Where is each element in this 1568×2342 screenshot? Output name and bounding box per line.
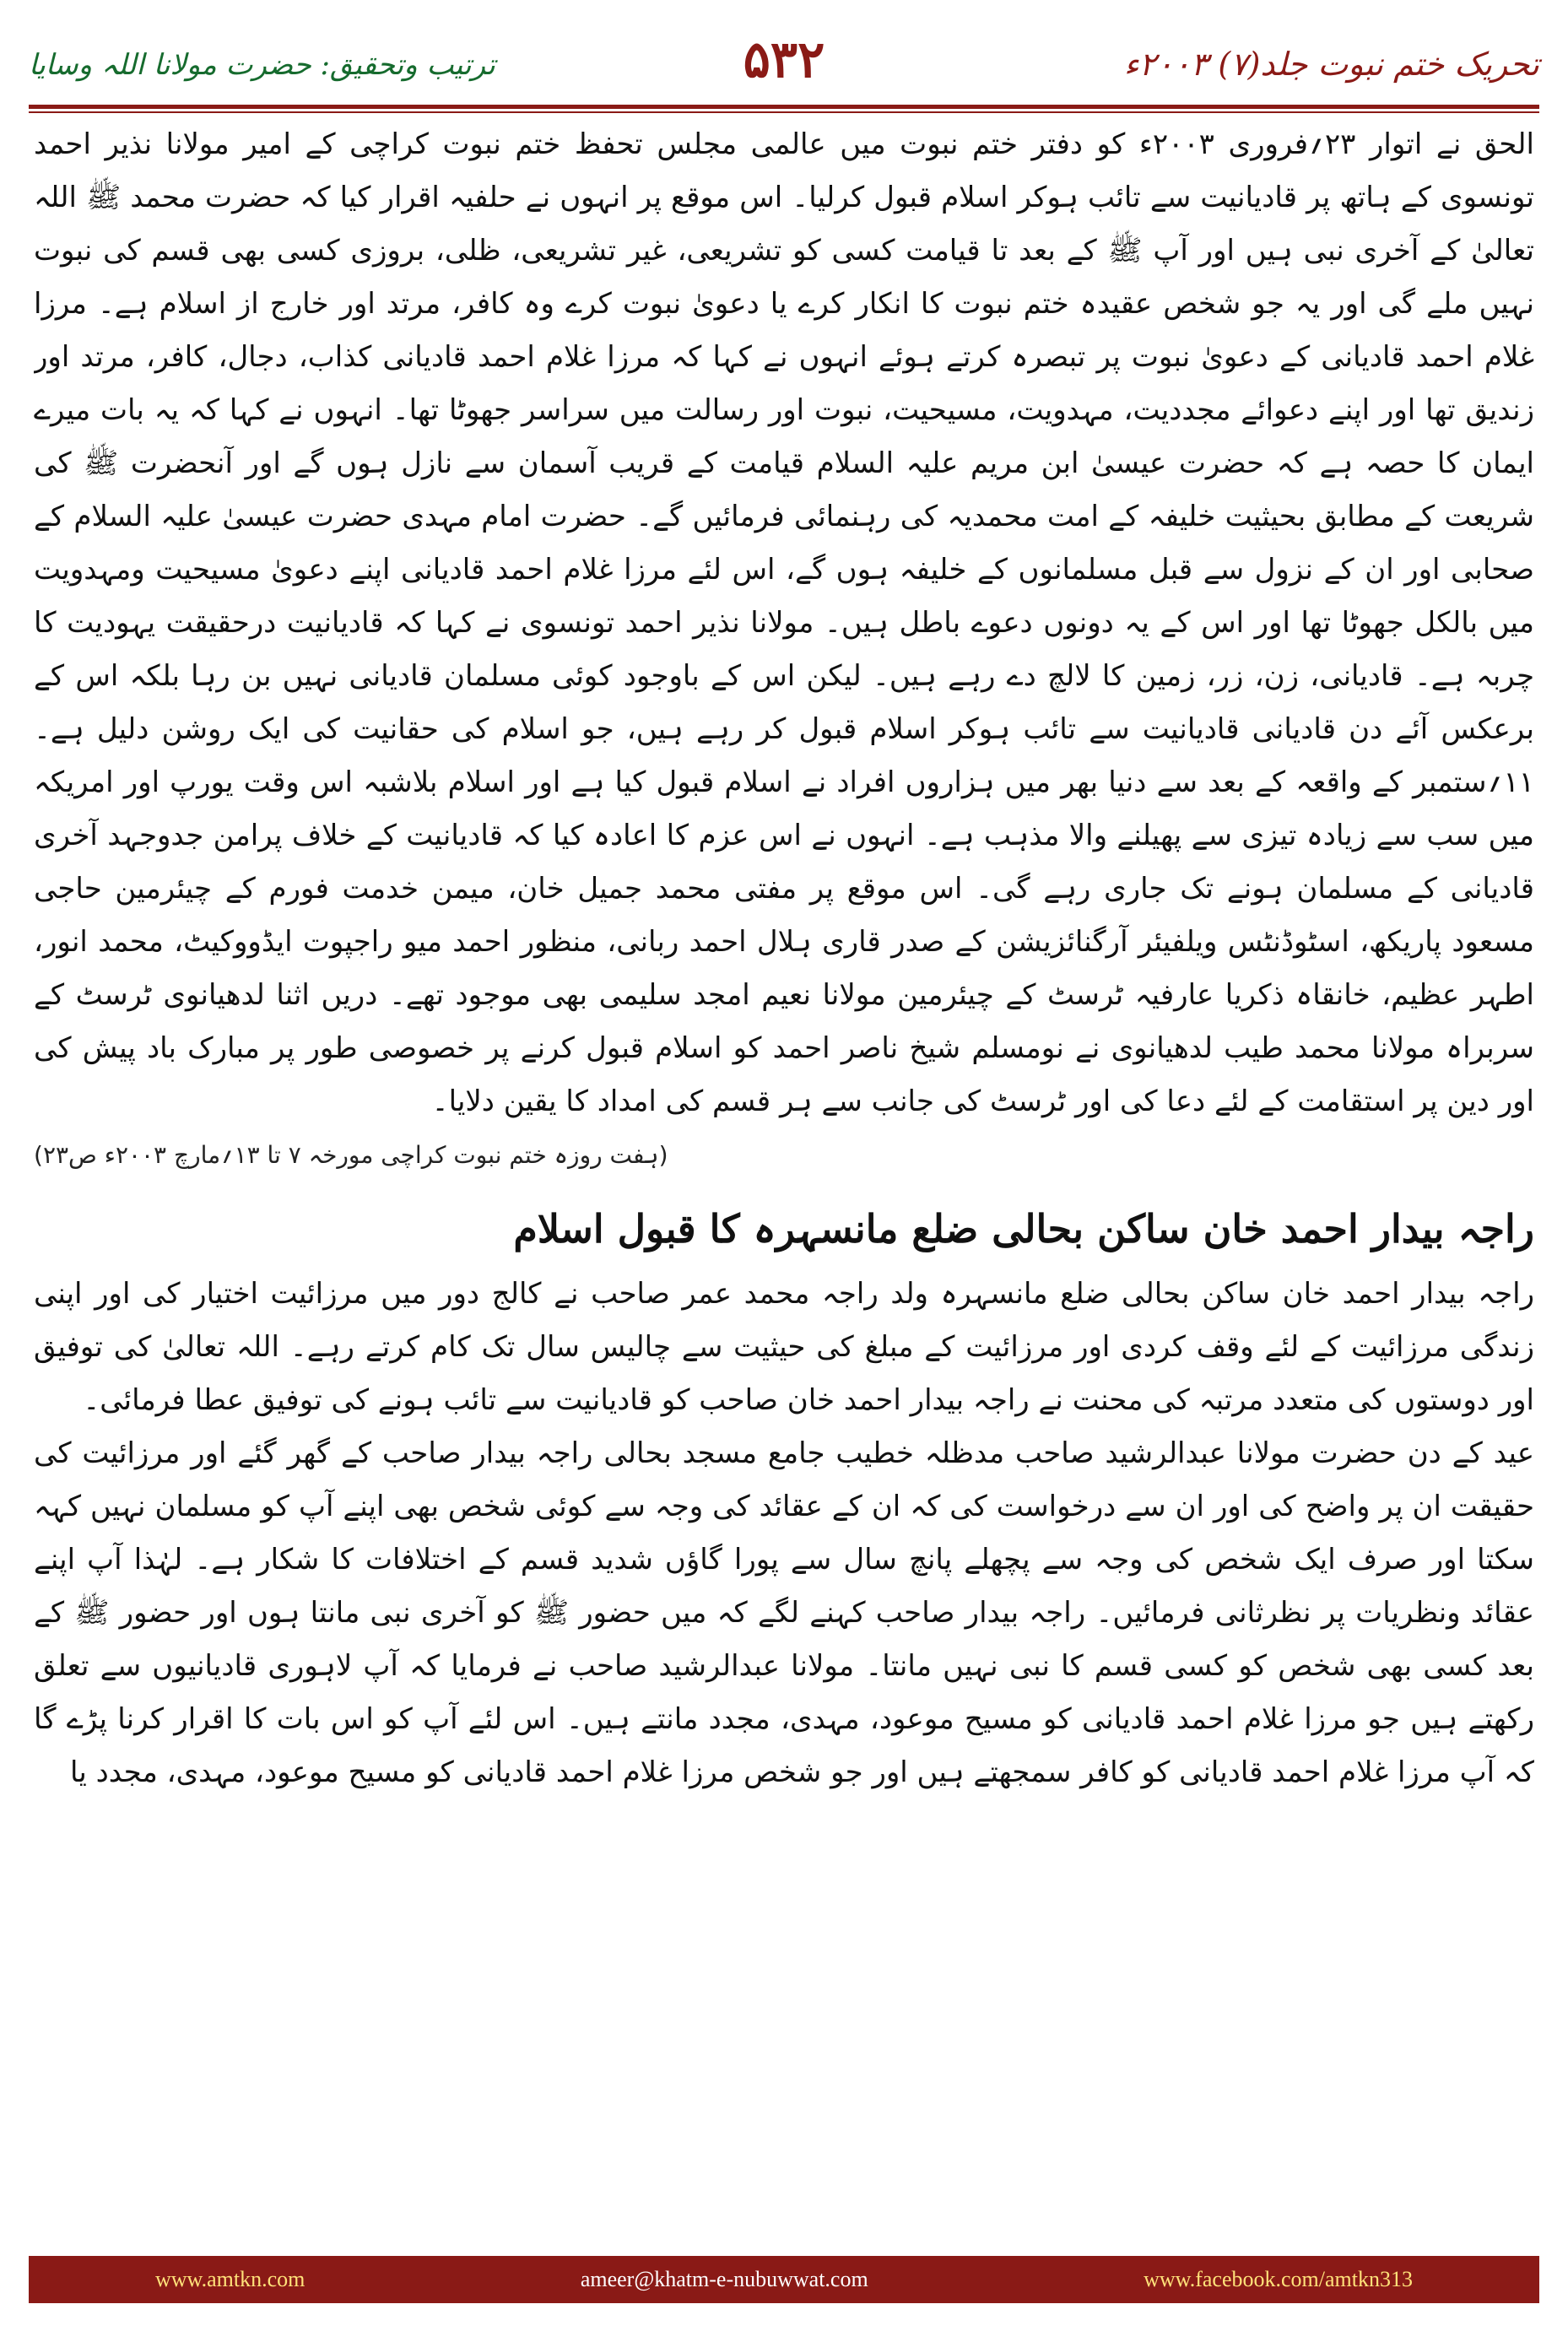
header-divider: [29, 105, 1539, 109]
source-citation: (ہفت روزہ ختم نبوت کراچی مورخہ ۷ تا ۱۳؍مارچ ۲۰۰۳ء ص۲۳): [34, 1141, 668, 1169]
email-link[interactable]: ameer@khatm-e-nubuwwat.com: [580, 2267, 868, 2291]
page-footer: [29, 2256, 1539, 2303]
page-header: [29, 30, 1539, 98]
page-number: ۵۳۲: [743, 30, 825, 89]
website-link[interactable]: www.amtkn.com: [155, 2267, 305, 2291]
section-paragraph: عید کے دن حضرت مولانا عبدالرشید صاحب مدظلہ خطیب جامع مسجد بحالی راجہ بیدار صاحب کے گھر گئے اور مرزائیت کی حقیقت ان پر واضح کی اور ان سے درخواست کی کہ ان کے عقائد کی وجہ سے کوئی شخص بھی اپنے آپ کو مسلمان نہیں کہہ سکتا اور صرف ایک شخص کی وجہ سے پچھلے پانچ سال سے پورا گاؤں شدید قسم کے اختلافات کا شکار ہے۔ لہٰذا آپ اپنے عقائد ونظریات پر نظرثانی فرمائیں۔ راجہ بیدار صاحب کہنے لگے کہ میں حضور ﷺ کو آخری نبی مانتا ہوں اور حضور ﷺ کے بعد کسی بھی شخص کو کسی قسم کا نبی نہیں مانتا۔ مولانا عبدالرشید صاحب نے فرمایا کہ آپ لاہوری قادیانیوں سے تعلق رکھتے ہیں جو مرزا غلام احمد قادیانی کو مسیح موعود، مہدی، مجدد مانتے ہیں۔ اس لئے آپ کو اس بات کا اقرار کرنا پڑے گا کہ آپ مرزا غلام احمد قادیانی کو کافر سمجھتے ہیں اور جو شخص مرزا غلام احمد قادیانی کو مسیح موعود، مہدی، مجدد یا: [34, 1436, 1534, 1789]
section-paragraph: راجہ بیدار احمد خان ساکن بحالی ضلع مانسہرہ ولد راجہ محمد عمر صاحب نے کالج دور میں مرزائیت اختیار کی اور اپنی زندگی مرزائیت کے لئے وقف کردی اور مرزائیت کے مبلغ کی حیثیت سے چالیس سال تک کام کرتے رہے۔ اللہ تعالیٰ کی توفیق اور دوستوں کی متعدد مرتبہ کی محنت نے راجہ بیدار احمد خان صاحب کو قادیانیت سے تائب ہونے کی توفیق عطا فرمائی۔: [34, 1277, 1534, 1417]
citation-row: [34, 1128, 1534, 1182]
editor-line: ترتیب وتحقیق: حضرت مولانا اللہ وسایا: [29, 47, 495, 82]
section-heading: راجہ بیدار احمد خان ساکن بحالی ضلع مانسہرہ کا قبول اسلام: [513, 1206, 1534, 1252]
facebook-link[interactable]: www.facebook.com/amtkn313: [1144, 2267, 1413, 2291]
series-title: تحریک ختم نبوت جلد(۷) ۲۰۰۳ء: [1123, 46, 1539, 83]
body-paragraph: الحق نے اتوار ۲۳؍فروری ۲۰۰۳ء کو دفتر ختم نبوت میں عالمی مجلس تحفظ ختم نبوت کراچی کے امیر مولانا نذیر احمد تونسوی کے ہاتھ پر قادیانیت سے تائب ہوکر اسلام قبول کرلیا۔ اس موقع پر انہوں نے حلفیہ اقرار کیا کہ حضرت محمد ﷺ اللہ تعالیٰ کے آخری نبی ہیں اور آپ ﷺ کے بعد تا قیامت کسی کو تشریعی، غیر تشریعی، ظلی، بروزی کسی بھی قسم کی نبوت نہیں ملے گی اور یہ جو شخص عقیدہ ختم نبوت کا انکار کرے یا دعویٰ نبوت کرے وہ کافر، مرتد اور خارج از اسلام ہے۔ مرزا غلام احمد قادیانی کے دعویٰ نبوت پر تبصرہ کرتے ہوئے انہوں نے کہا کہ مرزا غلام احمد قادیانی کذاب، دجال، کافر، مرتد اور زندیق تھا اور اپنے دعوائے مجددیت، مہدویت، مسیحیت، نبوت اور رسالت میں سراسر جھوٹا تھا۔ انہوں نے کہا کہ یہ بات میرے ایمان کا حصہ ہے کہ حضرت عیسیٰ ابن مریم علیہ السلام قیامت کے قریب آسمان سے نازل ہوں گے اور آنحضرت ﷺ کی شریعت کے مطابق بحیثیت خلیفہ کے امت محمدیہ کی رہنمائی فرمائیں گے۔ حضرت امام مہدی حضرت عیسیٰ علیہ السلام کے صحابی اور ان کے نزول سے قبل مسلمانوں کے خلیفہ ہوں گے، اس لئے مرزا غلام احمد قادیانی اپنے دعویٰ مسیحیت ومہدویت میں بالکل جھوٹا تھا اور اس کے یہ دونوں دعوے باطل ہیں۔ مولانا نذیر احمد تونسوی نے کہا کہ قادیانیت درحقیقت یہودیت کا چربہ ہے۔ قادیانی، زن، زر، زمین کا لالچ دے رہے ہیں۔ لیکن اس کے باوجود کوئی مسلمان قادیانی نہیں بن رہا بلکہ اس کے برعکس آئے دن قادیانی قادیانیت سے تائب ہوکر اسلام قبول کر رہے ہیں، جو اسلام کی حقانیت کی ایک روشن دلیل ہے۔ ۱۱؍ستمبر کے واقعہ کے بعد سے دنیا بھر میں ہزاروں افراد نے اسلام قبول کیا ہے اور اسلام بلاشبہ اس وقت یورپ اور امریکہ میں سب سے زیادہ تیزی سے پھیلنے والا مذہب ہے۔ انہوں نے اس عزم کا اعادہ کیا کہ قادیانیت کے خلاف پرامن جدوجہد آخری قادیانی کے مسلمان ہونے تک جاری رہے گی۔ اس موقع پر مفتی محمد جمیل خان، میمن خدمت فورم کے چیئرمین حاجی مسعود پاریکھ، اسٹوڈنٹس ویلفیئر آرگنائزیشن کے صدر قاری ہلال احمد ربانی، منظور احمد میو راجپوت ایڈووکیٹ، محمد انور، اطہر عظیم، خانقاہ ذکریا عارفیہ ٹرسٹ کے چیئرمین مولانا نعیم امجد سلیمی بھی موجود تھے۔ دریں اثنا لدھیانوی ٹرسٹ کے سربراہ مولانا محمد طیب لدھیانوی نے نومسلم شیخ ناصر احمد کو اسلام قبول کرنے پر خصوصی طور پر مبارک باد پیش کی اور دین پر استقامت کے لئے دعا کی اور ٹرسٹ کی جانب سے ہر قسم کی امداد کا یقین دلایا۔: [34, 127, 1534, 1118]
page-body: [34, 118, 1534, 2231]
